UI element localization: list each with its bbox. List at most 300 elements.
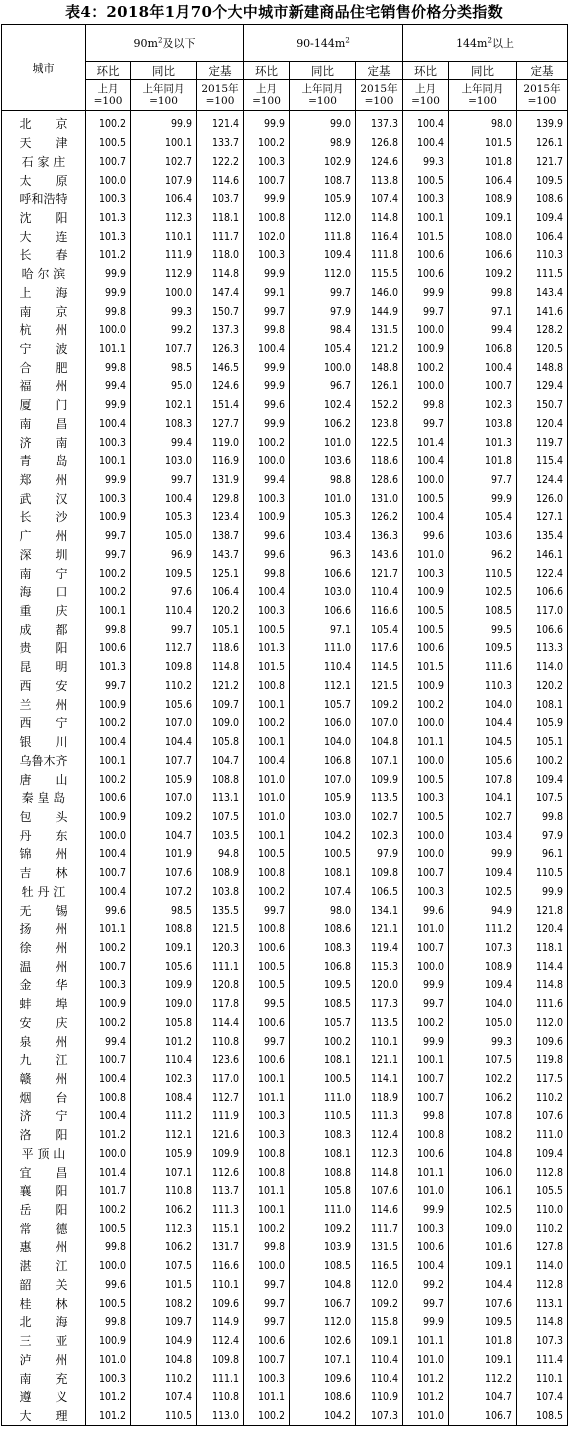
index-value: 100.2 [244,714,290,733]
index-value: 110.4 [290,658,356,677]
col-subheader-base [356,80,403,111]
index-value: 101.3 [86,209,131,228]
index-value: 101.0 [244,789,290,808]
index-value: 107.0 [290,770,356,789]
index-value: 109.4 [517,209,568,228]
index-value: 110.5 [517,864,568,883]
index-value: 109.9 [197,1145,244,1164]
col-subheader-base [517,80,568,111]
table-row [2,1219,568,1238]
city-header: 城市 [2,25,86,111]
index-value: 101.5 [403,658,449,677]
index-value: 104.2 [290,1407,356,1426]
index-value: 105.1 [517,733,568,752]
index-value: 101.0 [403,1407,449,1426]
col-header-yoy: 同比 [131,62,197,80]
city-name: 北 京 [2,111,86,134]
index-value: 97.9 [290,302,356,321]
index-value: 100.4 [244,751,290,770]
index-value: 103.5 [197,826,244,845]
index-value: 99.9 [244,190,290,209]
index-value: 120.8 [197,976,244,995]
index-value: 99.7 [86,546,131,565]
table-row [2,152,568,171]
index-value: 100.6 [403,1238,449,1257]
col-subheader-mom [86,80,131,111]
index-value: 96.1 [517,845,568,864]
index-value: 109.7 [197,695,244,714]
table-row [2,1313,568,1332]
index-value: 144.9 [356,302,403,321]
table-row [2,1145,568,1164]
index-value: 100.9 [86,1332,131,1351]
city-name: 蚌 埠 [2,995,86,1014]
index-value: 100.8 [244,920,290,939]
table-row [2,358,568,377]
index-value: 99.8 [86,1238,131,1257]
index-value: 111.0 [290,1088,356,1107]
index-value: 100.2 [403,1014,449,1033]
index-value: 109.5 [449,1313,517,1332]
index-value: 99.6 [244,396,290,415]
index-value: 107.6 [356,1182,403,1201]
city-name: 宜 昌 [2,1163,86,1182]
index-value: 107.1 [290,1350,356,1369]
table-row [2,564,568,583]
index-value: 99.8 [244,564,290,583]
index-value: 100.8 [244,864,290,883]
index-value: 107.0 [356,714,403,733]
index-value: 101.1 [244,1182,290,1201]
index-value: 100.0 [86,321,131,340]
index-value: 114.9 [197,1313,244,1332]
city-name: 秦 皇 岛 [2,789,86,808]
city-name: 昆 明 [2,658,86,677]
index-value: 99.8 [86,620,131,639]
col-header-mom: 环比 [244,62,290,80]
index-value: 100.3 [244,1369,290,1388]
index-value: 107.4 [517,1388,568,1407]
index-value: 110.2 [517,1219,568,1238]
index-value: 95.0 [131,377,197,396]
index-value: 99.3 [403,152,449,171]
index-value: 109.6 [517,1032,568,1051]
index-value: 99.5 [244,995,290,1014]
index-value: 105.4 [449,508,517,527]
city-name: 成 都 [2,620,86,639]
index-value: 101.0 [403,1350,449,1369]
index-value: 114.6 [197,171,244,190]
index-value: 111.8 [290,227,356,246]
table-row [2,583,568,602]
index-value: 100.9 [403,583,449,602]
index-value: 143.4 [517,283,568,302]
index-value: 131.5 [356,1238,403,1257]
city-name: 惠 州 [2,1238,86,1257]
index-value: 100.4 [86,415,131,434]
index-value: 112.8 [517,1276,568,1295]
index-value: 119.4 [356,939,403,958]
index-value: 100.0 [403,471,449,490]
index-value: 102.2 [449,1070,517,1089]
city-name: 温 州 [2,957,86,976]
index-value: 100.2 [244,882,290,901]
subheader-line: =100 [364,95,394,107]
index-value: 108.3 [290,939,356,958]
index-value: 131.0 [356,489,403,508]
index-value: 99.0 [290,111,356,134]
index-value: 99.7 [403,995,449,1014]
col-header-yoy: 同比 [449,62,517,80]
index-value: 122.2 [197,152,244,171]
index-value: 98.0 [449,111,517,134]
table-row [2,845,568,864]
index-value: 106.8 [290,957,356,976]
index-value: 108.8 [131,920,197,939]
index-value: 99.7 [244,302,290,321]
index-value: 101.0 [403,1182,449,1201]
index-value: 101.5 [403,227,449,246]
index-value: 99.7 [131,471,197,490]
index-value: 94.8 [197,845,244,864]
index-value: 101.0 [86,1350,131,1369]
index-value: 101.4 [403,433,449,452]
index-value: 100.2 [86,111,131,134]
index-value: 100.2 [403,358,449,377]
index-value: 100.5 [290,1070,356,1089]
index-value: 101.2 [86,1388,131,1407]
index-value: 126.2 [356,508,403,527]
city-name: 北 海 [2,1313,86,1332]
index-value: 105.1 [197,620,244,639]
index-value: 101.4 [86,1163,131,1182]
table-row [2,489,568,508]
index-value: 104.4 [449,1276,517,1295]
index-value: 118.6 [197,639,244,658]
index-value: 109.4 [290,246,356,265]
index-value: 99.8 [449,283,517,302]
index-value: 136.3 [356,527,403,546]
index-value: 101.3 [449,433,517,452]
price-index-table [1,24,568,1426]
index-value: 112.0 [290,265,356,284]
index-value: 116.6 [197,1257,244,1276]
index-value: 120.3 [197,939,244,958]
index-value: 101.1 [86,920,131,939]
index-value: 114.4 [197,1014,244,1033]
table-row [2,1201,568,1220]
index-value: 100.2 [403,695,449,714]
index-value: 99.8 [244,1238,290,1257]
index-value: 114.8 [197,658,244,677]
index-value: 99.9 [86,471,131,490]
index-value: 99.4 [244,471,290,490]
index-value: 99.9 [244,415,290,434]
index-value: 125.1 [197,564,244,583]
index-value: 120.4 [517,415,568,434]
index-value: 109.1 [449,1257,517,1276]
index-value: 107.6 [449,1294,517,1313]
index-value: 100.3 [244,489,290,508]
index-value: 100.3 [244,1107,290,1126]
index-value: 100.0 [403,377,449,396]
index-value: 109.5 [131,564,197,583]
index-value: 107.2 [131,882,197,901]
subheader-line: 上年同月 [461,83,504,95]
index-value: 100.0 [86,1257,131,1276]
index-value: 105.3 [131,508,197,527]
index-value: 101.1 [403,1163,449,1182]
city-name: 沈 阳 [2,209,86,228]
city-name: 贵 阳 [2,639,86,658]
index-value: 100.2 [517,751,568,770]
index-value: 110.1 [356,1032,403,1051]
index-value: 116.4 [356,227,403,246]
table-row [2,658,568,677]
table-row [2,377,568,396]
index-value: 99.8 [86,358,131,377]
index-value: 120.2 [517,677,568,696]
table-row [2,1388,568,1407]
table-row [2,546,568,565]
index-value: 100.4 [403,452,449,471]
index-value: 110.4 [356,583,403,602]
index-value: 100.7 [86,152,131,171]
index-value: 112.3 [131,1219,197,1238]
index-value: 102.5 [449,1201,517,1220]
group-header-medium: $90-144m^2$ [244,25,403,62]
index-value: 112.7 [131,639,197,658]
index-value: 108.8 [197,770,244,789]
index-value: 101.6 [449,1238,517,1257]
index-value: 111.2 [131,1107,197,1126]
index-value: 101.8 [449,1332,517,1351]
index-value: 97.9 [356,845,403,864]
index-value: 112.7 [197,1088,244,1107]
index-value: 100.7 [403,1070,449,1089]
index-value: 100.2 [244,1407,290,1426]
index-value: 109.9 [356,770,403,789]
index-value: 113.0 [197,1407,244,1426]
index-value: 99.3 [449,1032,517,1051]
index-value: 100.3 [86,976,131,995]
index-value: 120.4 [517,920,568,939]
index-value: 104.8 [290,1276,356,1295]
index-value: 107.3 [356,1407,403,1426]
city-name: 九 江 [2,1051,86,1070]
index-value: 127.8 [517,1238,568,1257]
index-value: 101.3 [86,658,131,677]
index-value: 131.7 [197,1238,244,1257]
subheader-line: =100 [205,95,235,107]
index-value: 100.4 [86,1070,131,1089]
table-row [2,1051,568,1070]
index-value: 104.0 [290,733,356,752]
index-value: 119.8 [517,1051,568,1070]
index-value: 121.1 [356,920,403,939]
index-value: 100.3 [244,602,290,621]
index-value: 100.6 [403,1145,449,1164]
table-row [2,677,568,696]
index-value: 110.1 [197,1276,244,1295]
city-name: 深 圳 [2,546,86,565]
index-value: 96.3 [290,546,356,565]
index-value: 102.0 [244,227,290,246]
index-value: 102.9 [290,152,356,171]
index-value: 105.0 [131,527,197,546]
index-value: 114.8 [356,209,403,228]
index-value: 146.0 [356,283,403,302]
index-value: 112.4 [356,1126,403,1145]
col-header-mom: 环比 [403,62,449,80]
index-value: 110.1 [131,227,197,246]
city-name: 襄 阳 [2,1182,86,1201]
index-value: 100.1 [403,209,449,228]
index-value: 148.8 [356,358,403,377]
index-value: 122.4 [517,564,568,583]
index-value: 106.6 [449,246,517,265]
index-value: 109.1 [449,209,517,228]
index-value: 112.0 [356,1276,403,1295]
index-value: 100.4 [403,508,449,527]
index-value: 112.1 [290,677,356,696]
index-value: 100.5 [403,620,449,639]
city-name: 洛 阳 [2,1126,86,1145]
city-name: 唐 山 [2,770,86,789]
city-name: 南 宁 [2,564,86,583]
table-row [2,1070,568,1089]
index-value: 121.7 [517,152,568,171]
index-value: 99.7 [244,1276,290,1295]
index-value: 100.1 [86,452,131,471]
index-value: 100.9 [86,808,131,827]
index-value: 102.7 [356,808,403,827]
index-value: 100.2 [86,583,131,602]
index-value: 100.7 [403,864,449,883]
index-value: 97.6 [131,583,197,602]
index-value: 101.1 [86,340,131,359]
index-value: 108.9 [449,957,517,976]
city-name: 赣 州 [2,1070,86,1089]
col-header-base: 定基 [197,62,244,80]
index-value: 108.2 [449,1126,517,1145]
index-value: 111.2 [449,920,517,939]
index-value: 105.4 [290,340,356,359]
index-value: 99.8 [86,302,131,321]
table-row [2,1332,568,1351]
city-name: 遵 义 [2,1388,86,1407]
index-value: 99.9 [449,489,517,508]
index-value: 99.9 [403,976,449,995]
index-value: 121.5 [356,677,403,696]
index-value: 113.1 [197,789,244,808]
city-name: 乌鲁木齐 [2,751,86,770]
city-name: 南 充 [2,1369,86,1388]
index-value: 106.8 [290,751,356,770]
index-value: 115.5 [356,265,403,284]
index-value: 100.0 [403,845,449,864]
index-value: 108.4 [131,1088,197,1107]
table-row [2,111,568,134]
index-value: 106.1 [449,1182,517,1201]
index-value: 100.4 [244,340,290,359]
index-value: 102.1 [131,396,197,415]
index-value: 100.9 [86,995,131,1014]
index-value: 106.5 [356,882,403,901]
index-value: 101.0 [403,920,449,939]
city-name: 济 南 [2,433,86,452]
index-value: 109.4 [517,770,568,789]
table-row [2,1088,568,1107]
city-name: 吉 林 [2,864,86,883]
table-row [2,415,568,434]
index-value: 104.5 [449,733,517,752]
index-value: 151.4 [197,396,244,415]
index-value: 100.0 [290,358,356,377]
index-value: 96.9 [131,546,197,565]
index-value: 100.8 [244,209,290,228]
city-name: 郑 州 [2,471,86,490]
index-value: 109.8 [131,658,197,677]
index-value: 108.1 [290,1145,356,1164]
table-row [2,789,568,808]
index-value: 111.3 [197,1201,244,1220]
index-value: 110.8 [131,1182,197,1201]
index-value: 101.0 [403,546,449,565]
index-value: 101.1 [403,733,449,752]
index-value: 114.6 [356,1201,403,1220]
index-value: 100.3 [403,789,449,808]
index-value: 112.6 [197,1163,244,1182]
city-name: 重 庆 [2,602,86,621]
index-value: 101.3 [244,639,290,658]
index-value: 109.5 [449,639,517,658]
index-value: 110.8 [197,1388,244,1407]
index-value: 111.9 [197,1107,244,1126]
index-value: 108.6 [290,1388,356,1407]
index-value: 108.5 [290,1257,356,1276]
index-value: 126.3 [197,340,244,359]
index-value: 100.5 [86,134,131,153]
index-value: 105.8 [131,1014,197,1033]
table-row [2,620,568,639]
index-value: 100.6 [86,639,131,658]
index-value: 100.4 [244,583,290,602]
index-value: 104.4 [131,733,197,752]
index-value: 103.4 [290,527,356,546]
index-value: 99.6 [86,901,131,920]
index-value: 107.3 [449,939,517,958]
index-value: 121.7 [356,564,403,583]
city-name: 青 岛 [2,452,86,471]
table-row [2,321,568,340]
index-value: 99.9 [403,1032,449,1051]
table-row [2,134,568,153]
index-value: 100.8 [244,677,290,696]
index-value: 111.1 [197,957,244,976]
col-header-mom: 环比 [86,62,131,80]
city-name: 桂 林 [2,1294,86,1313]
index-value: 99.6 [244,527,290,546]
index-value: 99.9 [86,283,131,302]
table-row [2,1407,568,1426]
index-value: 102.6 [290,1332,356,1351]
index-value: 110.2 [131,677,197,696]
index-value: 100.2 [86,564,131,583]
index-value: 109.1 [131,939,197,958]
index-value: 111.5 [517,265,568,284]
index-value: 100.0 [86,1145,131,1164]
